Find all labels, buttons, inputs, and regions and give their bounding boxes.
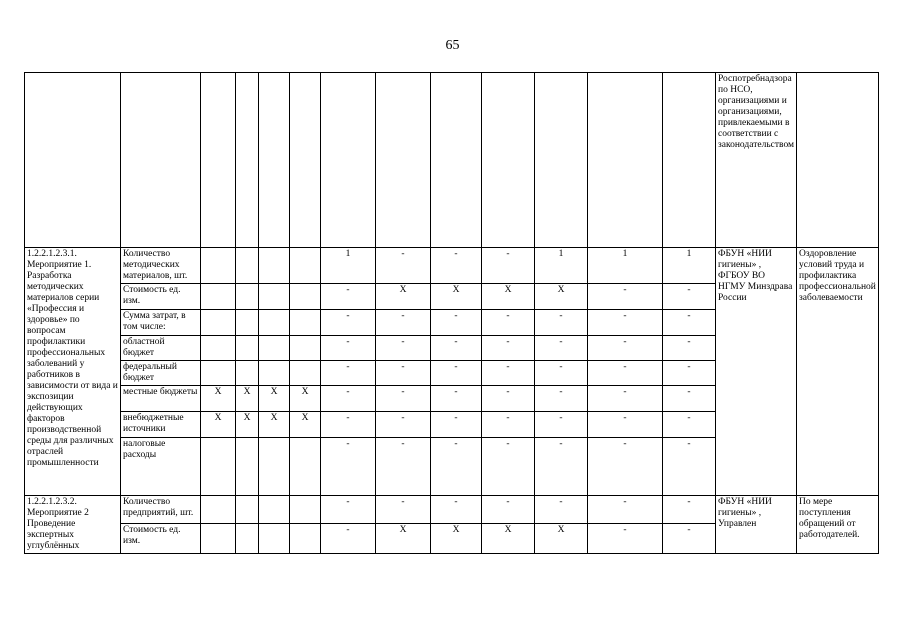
year-value-cell: - (663, 310, 716, 336)
indicator-label: Количество методических материалов, шт. (121, 248, 201, 284)
source-mark-cell (201, 310, 236, 336)
year-value-cell: - (535, 496, 588, 524)
indicator-label: местные бюджеты (121, 386, 201, 412)
expected-result-cell: По мере поступления обращений от работодателей. (797, 496, 879, 554)
table-row (25, 73, 879, 248)
year-value-cell: 1 (588, 248, 663, 284)
source-mark-cell: X (259, 412, 290, 438)
source-mark-cell (236, 361, 259, 386)
year-value-cell: - (535, 310, 588, 336)
source-mark-cell (259, 310, 290, 336)
source-mark-cell (259, 438, 290, 496)
year-value-cell: - (321, 336, 376, 361)
source-mark-cell (290, 336, 321, 361)
year-value-cell: - (376, 361, 431, 386)
executor-cell: Роспотребнадзора по НСО, организациями и организациями, привлекаемыми в соответствии с законодательством (716, 73, 797, 248)
source-mark-cell: X (259, 386, 290, 412)
indicator-label: областной бюджет (121, 336, 201, 361)
source-mark-cell (201, 248, 236, 284)
year-value-cell: - (482, 412, 535, 438)
year-value-cell: 1 (663, 248, 716, 284)
year-value-cell: - (321, 438, 376, 496)
source-mark-cell (236, 310, 259, 336)
indicator-label: Количество предприятий, шт. (121, 496, 201, 524)
table-row (25, 248, 879, 284)
year-value-cell: - (663, 412, 716, 438)
source-mark-cell (259, 524, 290, 554)
source-mark-cell (201, 336, 236, 361)
source-mark-cell (290, 310, 321, 336)
year-value-cell: X (376, 284, 431, 310)
program-activities-table (24, 72, 879, 554)
activity-code-cell: 1.2.2.1.2.3.1. Мероприятие 1. Разработка методических материалов серии «Профессия и здоровье» по вопросам профилактики профессиональных заболеваний у работников в зависимости от вида и экспозиции действующих факторов производственной среды для различных отраслей промышленности (25, 248, 121, 496)
expected-result-cell: Оздоровление условий труда и профилактика профессиональной заболеваемости (797, 248, 879, 496)
year-value-cell: - (376, 336, 431, 361)
year-value-cell: - (588, 310, 663, 336)
year-value-cell: - (376, 412, 431, 438)
year-value-cell: - (588, 336, 663, 361)
source-mark-cell (290, 284, 321, 310)
year-value-cell: - (431, 496, 482, 524)
table-row (25, 496, 879, 524)
activity-code-cell: 1.2.2.1.2.3.2. Мероприятие 2 Проведение экспертных углублённых (25, 496, 121, 554)
year-value-cell: - (588, 438, 663, 496)
indicator-label: Стоимость ед. изм. (121, 284, 201, 310)
year-value-cell: - (431, 386, 482, 412)
year-value-cell: - (663, 361, 716, 386)
source-mark-cell (236, 248, 259, 284)
year-value-cell: X (535, 524, 588, 554)
source-mark-cell (201, 496, 236, 524)
source-mark-cell (236, 496, 259, 524)
year-value-cell: - (431, 310, 482, 336)
year-value-cell: - (588, 361, 663, 386)
executor-cell: ФБУН «НИИ гигиены» , ФГБОУ ВО НГМУ Минздрава России (716, 248, 797, 496)
year-value-cell: - (588, 284, 663, 310)
source-mark-cell (201, 284, 236, 310)
source-mark-cell (236, 438, 259, 496)
year-value-cell: - (535, 361, 588, 386)
indicator-label: налоговые расходы (121, 438, 201, 496)
year-value-cell: - (482, 336, 535, 361)
year-value-cell: - (663, 524, 716, 554)
source-mark-cell (259, 248, 290, 284)
year-value-cell: - (482, 310, 535, 336)
source-mark-cell (236, 524, 259, 554)
source-mark-cell (236, 284, 259, 310)
year-value-cell: - (431, 361, 482, 386)
year-value-cell: - (663, 336, 716, 361)
page-number: 65 (445, 38, 460, 53)
year-value-cell: - (482, 438, 535, 496)
source-mark-cell (290, 248, 321, 284)
year-value-cell: - (663, 284, 716, 310)
indicator-label: внебюджетные источники (121, 412, 201, 438)
indicator-label: федеральный бюджет (121, 361, 201, 386)
year-value-cell: - (482, 386, 535, 412)
year-value-cell: - (482, 496, 535, 524)
year-value-cell: X (431, 284, 482, 310)
year-value-cell: - (376, 248, 431, 284)
year-value-cell: X (376, 524, 431, 554)
indicator-label: Сумма затрат, в том числе: (121, 310, 201, 336)
source-mark-cell (290, 361, 321, 386)
year-value-cell: - (663, 496, 716, 524)
year-value-cell: - (376, 310, 431, 336)
year-value-cell: X (431, 524, 482, 554)
year-value-cell: - (376, 438, 431, 496)
year-value-cell: - (376, 496, 431, 524)
source-mark-cell: X (290, 386, 321, 412)
year-value-cell: - (535, 438, 588, 496)
source-mark-cell: X (236, 412, 259, 438)
year-value-cell: - (431, 412, 482, 438)
source-mark-cell (259, 361, 290, 386)
year-value-cell: - (321, 361, 376, 386)
source-mark-cell: X (236, 386, 259, 412)
source-mark-cell (290, 524, 321, 554)
year-value-cell: - (431, 336, 482, 361)
year-value-cell: - (431, 438, 482, 496)
year-value-cell: - (321, 496, 376, 524)
source-mark-cell: X (201, 412, 236, 438)
source-mark-cell (259, 336, 290, 361)
year-value-cell: - (535, 336, 588, 361)
source-mark-cell (236, 336, 259, 361)
year-value-cell: - (588, 412, 663, 438)
year-value-cell: - (588, 524, 663, 554)
year-value-cell: - (535, 386, 588, 412)
source-mark-cell (201, 438, 236, 496)
year-value-cell: X (535, 284, 588, 310)
source-mark-cell (201, 361, 236, 386)
source-mark-cell (259, 496, 290, 524)
year-value-cell: - (535, 412, 588, 438)
year-value-cell: 1 (321, 248, 376, 284)
year-value-cell: - (321, 386, 376, 412)
year-value-cell: - (321, 412, 376, 438)
year-value-cell: - (482, 361, 535, 386)
year-value-cell: - (321, 524, 376, 554)
year-value-cell: - (588, 496, 663, 524)
source-mark-cell: X (201, 386, 236, 412)
year-value-cell: - (321, 310, 376, 336)
result-cell (797, 73, 879, 248)
year-value-cell: - (431, 248, 482, 284)
year-value-cell: - (663, 386, 716, 412)
year-value-cell: - (482, 248, 535, 284)
year-value-cell: - (663, 438, 716, 496)
source-mark-cell (201, 524, 236, 554)
year-value-cell: - (321, 284, 376, 310)
source-mark-cell (259, 284, 290, 310)
year-value-cell: 1 (535, 248, 588, 284)
code-cell (25, 73, 121, 248)
source-mark-cell: X (290, 412, 321, 438)
year-value-cell: X (482, 284, 535, 310)
year-value-cell: - (588, 386, 663, 412)
executor-cell: ФБУН «НИИ гигиены» , Управлен (716, 496, 797, 554)
indicator-label: Стоимость ед. изм. (121, 524, 201, 554)
source-mark-cell (290, 438, 321, 496)
indicator-cell (121, 73, 201, 248)
year-value-cell: X (482, 524, 535, 554)
year-value-cell: - (376, 386, 431, 412)
source-mark-cell (290, 496, 321, 524)
